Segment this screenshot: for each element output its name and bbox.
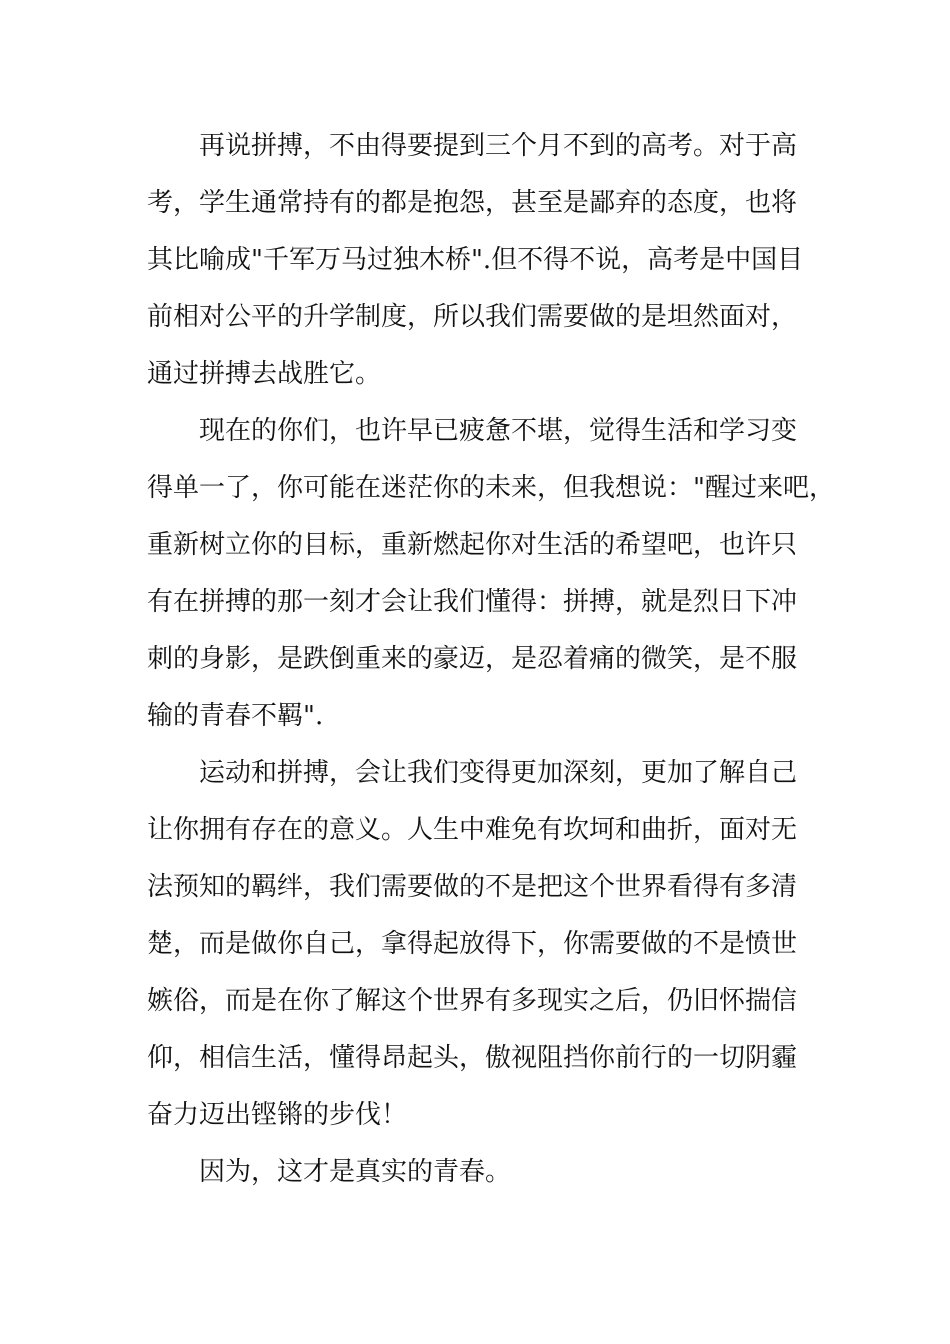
paragraph-1 [147,118,807,403]
text-line: 有在拼搏的那一刻才会让我们懂得：拼搏，就是烈日下冲 [147,587,798,617]
text-line: 输的青春不羁". [147,701,324,731]
essay-body [147,118,835,1201]
text-line: 再说拼搏，不由得要提到三个月不到的高考。对于高 [199,131,798,161]
text-line: 奋力迈出铿锵的步伐！ [147,1100,408,1130]
text-line: 重新树立你的目标，重新燃起你对生活的希望吧，也许只 [147,530,798,560]
text-line: 运动和拼搏，会让我们变得更加深刻，更加了解自己 [199,758,798,788]
paragraph-3 [147,745,807,1144]
text-line: 仰，相信生活，懂得昂起头，傲视阻挡你前行的一切阴霾 [147,1043,798,1073]
text-line: 让你拥有存在的意义。人生中难免有坎坷和曲折，面对无 [147,815,798,845]
text-line: 得单一了，你可能在迷茫你的未来，但我想说："醒过来吧， [147,473,835,503]
text-line: 因为，这才是真实的青春。 [199,1157,512,1187]
text-line: 考，学生通常持有的都是抱怨，甚至是鄙弃的态度，也将 [147,188,798,218]
text-line: 通过拼搏去战胜它。 [147,359,382,389]
paragraph-4 [147,1144,807,1201]
text-line: 楚，而是做你自己，拿得起放得下，你需要做的不是愤世 [147,929,798,959]
text-line: 前相对公平的升学制度，所以我们需要做的是坦然面对， [147,302,798,332]
text-line: 法预知的羁绊，我们需要做的不是把这个世界看得有多清 [147,872,798,902]
paragraph-2 [147,403,835,745]
text-line: 刺的身影，是跌倒重来的豪迈，是忍着痛的微笑，是不服 [147,644,798,674]
text-line: 嫉俗，而是在你了解这个世界有多现实之后，仍旧怀揣信 [147,986,798,1016]
text-line: 现在的你们，也许早已疲惫不堪，觉得生活和学习变 [199,416,798,446]
text-line: 其比喻成"千军万马过独木桥".但不得不说，高考是中国目 [147,245,804,275]
